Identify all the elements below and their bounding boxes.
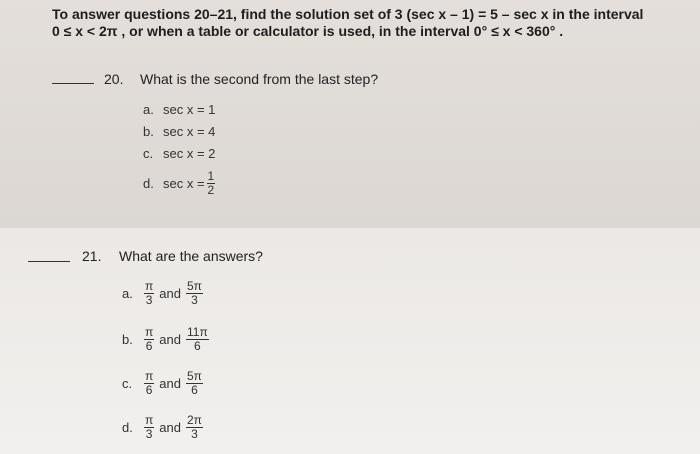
option-text: sec x = 1 [163,102,216,117]
fraction [186,326,209,353]
fraction-denominator: 2 [207,183,215,197]
option-text: sec x = [163,176,205,191]
fraction [144,280,154,307]
fraction-numerator: 2π [186,413,202,427]
fraction-numerator: π [145,325,154,339]
option-letter: b. [143,124,154,139]
q21-option-d[interactable] [122,414,205,441]
fraction-denominator: 6 [191,383,198,397]
fraction-denominator: 3 [191,427,198,441]
and-word: and [159,332,181,347]
fraction-denominator: 6 [145,383,153,397]
fraction-numerator: 1 [207,169,215,183]
instructions-line-1: To answer questions 20–21, find the solution set of 3 (sec x – 1) = 5 – sec x in the interval [52,6,644,22]
fraction [144,414,154,441]
option-letter: a. [122,286,133,301]
fraction [144,370,154,397]
fraction [144,326,154,353]
option-text: sec x = 2 [163,146,216,161]
question-20-text: What is the second from the last step? [140,71,379,87]
instructions-line-2: 0 ≤ x < 2π , or when a table or calculator is used, in the interval 0° ≤ x < 360° . [52,23,564,39]
fraction-denominator: 3 [145,427,153,441]
option-letter: d. [143,176,154,191]
fraction-denominator: 6 [194,339,201,353]
q20-option-d[interactable] [143,170,217,197]
option-letter: c. [122,376,133,391]
question-21-text: What are the answers? [119,248,263,264]
fraction-numerator: 11π [186,325,208,339]
q20-option-c[interactable] [143,146,215,161]
answer-blank-20[interactable] [52,83,94,84]
question-21-number: 21. [82,248,102,264]
instructions [52,6,692,40]
option-letter: b. [122,332,133,347]
fraction [186,414,203,441]
q21-option-a[interactable] [122,280,205,307]
option-letter: d. [122,420,133,435]
fraction-numerator: π [145,413,154,427]
option-text: sec x = 4 [163,124,216,139]
and-word: and [159,376,181,391]
worksheet-bottom-area [0,228,700,454]
fraction-numerator: 5π [186,369,202,383]
fraction-numerator: π [145,369,154,383]
fraction-denominator: 6 [145,339,153,353]
q20-option-a[interactable] [143,102,215,117]
question-20-number: 20. [104,71,124,87]
fraction-denominator: 3 [191,293,198,307]
q20-option-b[interactable] [143,124,215,139]
and-word: and [159,286,181,301]
fraction-numerator: π [145,279,154,293]
q21-option-c[interactable] [122,370,205,397]
fraction [207,170,216,197]
fraction [186,280,203,307]
option-letter: c. [143,146,154,161]
answer-blank-21[interactable] [28,261,70,262]
q21-option-b[interactable] [122,326,211,353]
fraction [186,370,203,397]
option-letter: a. [143,102,154,117]
and-word: and [159,420,181,435]
fraction-numerator: 5π [186,279,202,293]
fraction-denominator: 3 [145,293,153,307]
